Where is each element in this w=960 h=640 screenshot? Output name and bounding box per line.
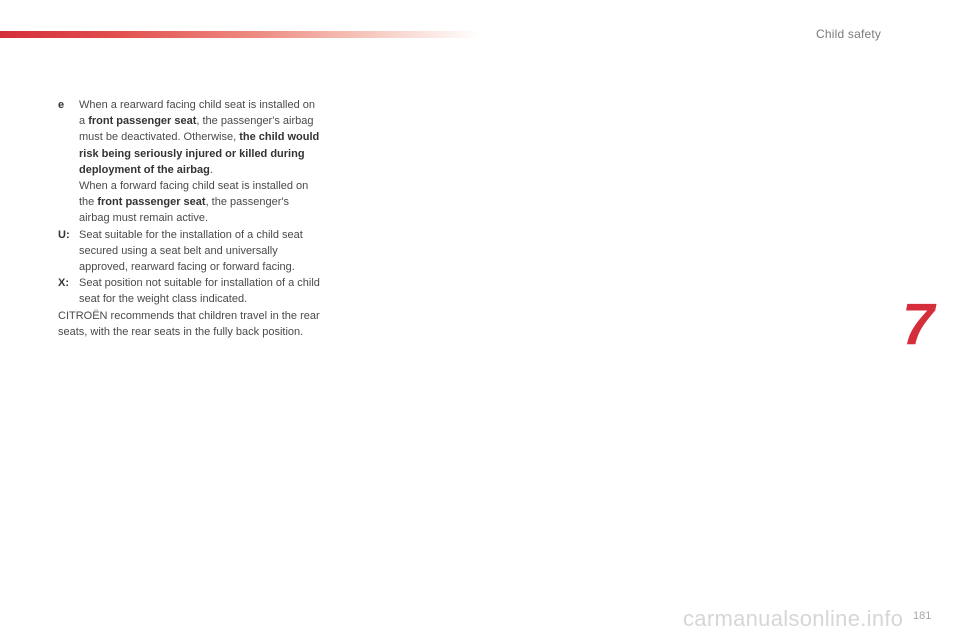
recommendation-note <box>58 308 320 340</box>
entry-key-e: e <box>58 99 65 111</box>
section-title: Child safety <box>816 27 882 41</box>
emphasis-airbag-warning: the child would risk being seriously injured or killed during deployment of the airbag <box>79 131 320 176</box>
entry-u <box>58 227 320 276</box>
entry-x-text: Seat position not suitable for installation of a child seat for the weight class indicated. <box>79 277 320 306</box>
page-number: 181 <box>913 610 932 622</box>
entry-x <box>58 275 320 307</box>
entry-e-paragraph-2: When a forward facing child seat is installed on the front passenger seat, the passenger's airbag must remain active. <box>79 180 309 225</box>
entry-u-text: Seat suitable for the installation of a child seat secured using a seat belt and universally approved, rearward facing or forward facing. <box>79 228 303 274</box>
entry-key-x: X: <box>58 277 69 290</box>
emphasis-front-passenger-seat-2: front passenger seat <box>97 196 206 209</box>
main-content <box>58 97 320 340</box>
recommendation-text: CITROËN recommends that children travel in the rear seats, with the rear seats in the fully back position. <box>58 309 320 338</box>
entry-key-u: U: <box>58 228 70 241</box>
chapter-number: 7 <box>902 292 935 357</box>
entry-e-body <box>79 97 320 227</box>
header-accent-bar <box>0 31 480 38</box>
watermark: carmanualsonline.info <box>683 606 904 631</box>
emphasis-front-passenger-seat: front passenger seat <box>88 115 197 128</box>
entry-e <box>58 97 320 227</box>
entry-e-paragraph-1: When a rearward facing child seat is installed on a front passenger seat, the passenger's airbag must be deactivated. Otherwise, the child would risk being seriously injured or killed during deployment of the airbag. <box>79 99 320 176</box>
